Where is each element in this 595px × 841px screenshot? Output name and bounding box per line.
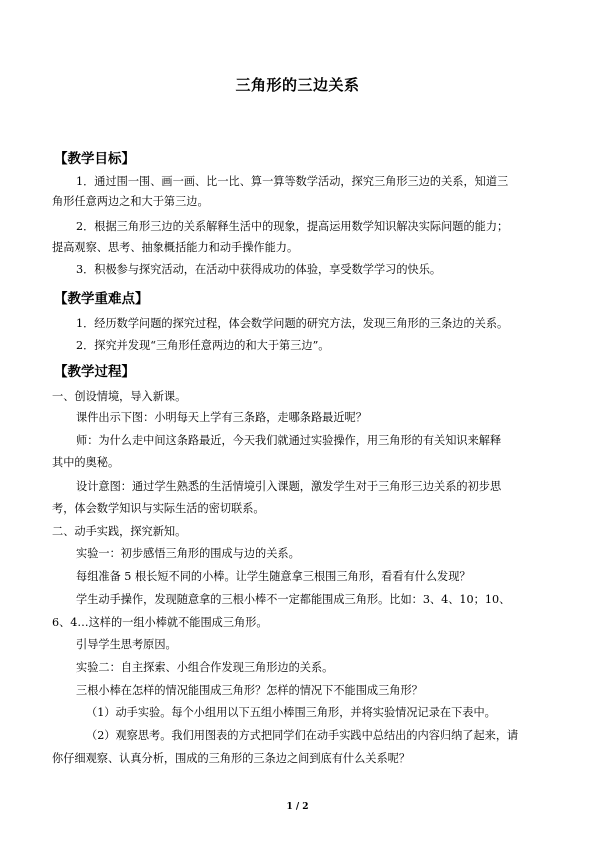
process-line-9: 每组准备 5 根长短不同的小棒。让学生随意拿三根围三角形，看看有什么发现？: [76, 570, 471, 583]
process-line-13: 实验二：自主探索、小组合作发现三角形边的关系。: [76, 661, 334, 674]
key-points-line-1: 1．经历数学问题的探究过程，体会数学问题的研究方法，发现三角形的三条边的关系。: [76, 317, 509, 330]
process-line-11: 6、4…这样的一组小棒就不能围成三角形。: [52, 616, 268, 629]
key-points-line-2: 2．探究并发现“三角形任意两边的和大于第三边”。: [76, 339, 330, 352]
section-heading-key-points: 【教学重难点】: [54, 291, 149, 307]
objectives-line-3: 2．根据三角形三边的关系解释生活中的现象，提高运用数学知识解决实际问题的能力；: [76, 220, 509, 233]
process-line-10: 学生动手操作，发现随意拿的三根小棒不一定都能围成三角形。比如：3、4、10；10、: [76, 593, 511, 606]
page-title: 三角形的三边关系: [235, 76, 360, 94]
process-line-8: 实验一：初步感悟三角形的围成与边的关系。: [76, 547, 300, 560]
objectives-line-2: 角形任意两边之和大于第三边。: [52, 195, 209, 208]
page-number: 1 / 2: [286, 802, 309, 812]
process-line-4: 其中的奥秘。: [52, 456, 120, 469]
process-line-14: 三根小棒在怎样的情况能围成三角形？怎样的情况下不能围成三角形？: [76, 684, 423, 697]
objectives-line-5: 3．积极参与探究活动，在活动中获得成功的体验，享受数学学习的快乐。: [76, 263, 442, 276]
process-line-1: 一、创设情境，导入新课。: [52, 390, 187, 403]
process-line-17: 你仔细观察、认真分析，围成的三角形的三条边之间到底有什么关系呢？: [52, 752, 411, 765]
process-line-7: 二、动手实践，探究新知。: [52, 525, 187, 538]
process-line-16: （2）观察思考。我们用图表的方式把同学们在动手实践中总结出的内容归纳了起来，请: [86, 729, 519, 742]
process-line-3: 师：为什么走中间这条路最近，今天我们就通过实验操作，用三角形的有关知识来解释: [76, 434, 502, 447]
section-heading-objectives: 【教学目标】: [54, 151, 135, 167]
process-line-6: 考，体会数学知识与实际生活的密切联系。: [52, 502, 265, 515]
objectives-line-1: 1．通过围一围、画一画、比一比、算一算等数学活动，探究三角形三边的关系，知道三: [76, 175, 509, 188]
process-line-15: （1）动手实验。每个小组用以下五组小棒围三角形，并将实验情况记录在下表中。: [86, 706, 496, 719]
section-heading-process: 【教学过程】: [54, 364, 135, 380]
process-line-5: 设计意图：通过学生熟悉的生活情境引入课题，激发学生对于三角形三边关系的初步思: [76, 480, 502, 493]
process-line-2: 课件出示下图：小明每天上学有三条路，走哪条路最近呢？: [76, 411, 367, 424]
process-line-12: 引导学生思考原因。: [76, 638, 177, 651]
objectives-line-4: 提高观察、思考、抽象概括能力和动手操作能力。: [52, 241, 299, 254]
